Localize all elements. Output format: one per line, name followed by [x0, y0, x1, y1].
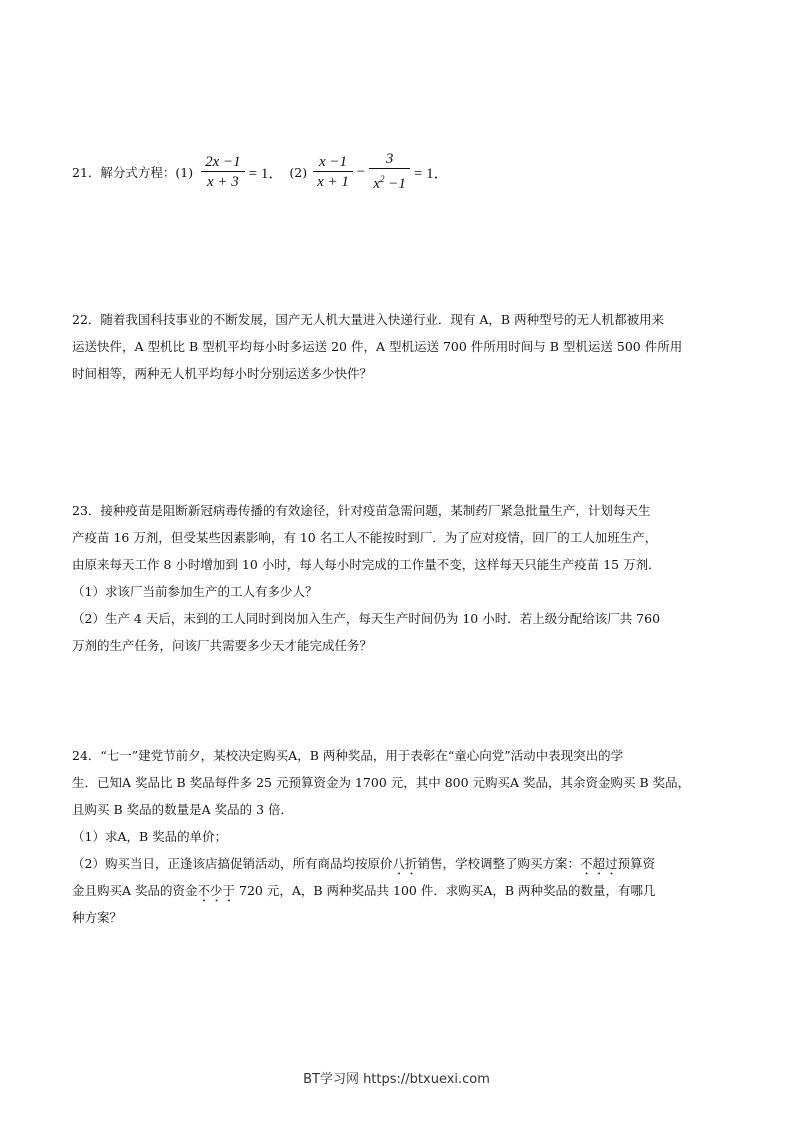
q23-line: 万剂的生产任务，问该厂共需要多少天才能完成任务？ [72, 638, 373, 653]
q24-line-5 [72, 850, 732, 877]
q21-eq2b-den-tail: −1 [384, 176, 406, 192]
q21-eq2b-den-exp: 2 [380, 174, 385, 184]
q22-line: 时间相等，两种无人机平均每小时分别运送多少快件？ [72, 366, 373, 381]
q24-line-4: （1）求A，B 奖品的单价； [72, 829, 228, 844]
q22-line: 22．随着我国科技事业的不断发展，国产无人机大量进入快递行业．现有 A，B 两种型号的无人机都被用来 [72, 312, 665, 327]
q21-eq1-denominator: x + 3 [207, 173, 239, 190]
question-21 [72, 150, 451, 194]
q23-line: 由原来每天工作 8 小时增加到 10 小时，每人每小时完成的工作量不变，这样每天只能生产疫苗 15 万剂． [72, 557, 661, 572]
q24-emphasis-not-exceed: 不超过 [580, 856, 618, 871]
question-22 [72, 306, 732, 387]
q23-line: （2）生产 4 天后，未到的工人同时到岗加入生产，每天生产时间仍为 10 小时．若上级分配给该厂共 760 [72, 611, 661, 626]
q21-eq2a-fraction [313, 153, 353, 192]
q22-line: 运送快件，A 型机比 B 型机平均每小时多运送 20 件，A 型机运送 700 件所用时间与 B 型机运送 500 件所用 [72, 339, 683, 354]
q24-line-6-b: 720 元，A，B 两种奖品共 100 件．求购买A，B 两种奖品的数量，有哪几 [235, 883, 656, 898]
q23-line: 23．接种疫苗是阻断新冠病毒传播的有效途径，针对疫苗急需问题，某制药厂紧急批量生产，计划每天生 [72, 503, 651, 518]
q24-line-1: 24．“七一”建党节前夕，某校决定购买A，B 两种奖品，用于表彰在“童心向党”活动中表现突出的学 [72, 748, 624, 763]
q24-line-5-c: 预算资 [617, 856, 656, 871]
q21-eq2b-denominator [369, 169, 410, 194]
q21-prefix: 21．解分式方程：(1) [72, 165, 194, 180]
footer-watermark: BT学习网 https://btxuexi.com [303, 1072, 490, 1087]
question-23 [72, 497, 732, 659]
q24-line-6-a: 金且购买A 奖品的资金 [72, 883, 198, 898]
q23-line: （1）求该厂当前参加生产的工人有多少人？ [72, 584, 318, 599]
q21-mid: (2) [289, 164, 308, 180]
q21-eq1-numerator: 2x −1 [201, 153, 245, 172]
q24-line-6 [72, 877, 732, 904]
q21-eq2-rhs: = 1． [413, 165, 449, 182]
q24-line-5-a: （2）购买当日，正逢该店搞促销活动，所有商品均按原价 [72, 856, 393, 871]
q21-eq2b-den-base: x [373, 176, 381, 192]
q21-minus: − [356, 163, 366, 180]
q24-emphasis-discount: 八折 [392, 856, 418, 871]
q21-eq1-rhs: = 1． [248, 165, 284, 182]
q21-eq1-fraction [201, 153, 245, 192]
q21-eq2b-numerator: 3 [369, 150, 410, 169]
q21-eq2a-numerator: x −1 [313, 153, 353, 172]
q24-emphasis-not-less: 不少于 [197, 883, 236, 898]
question-24 [72, 742, 732, 931]
q24-line-3: 且购买 B 奖品的数量是A 奖品的 3 倍． [72, 802, 294, 817]
q21-eq2b-fraction [369, 150, 410, 194]
q23-line: 产疫苗 16 万剂，但受某些因素影响，有 10 名工人不能按时到厂．为了应对疫情，回厂的工人加班生产， [72, 530, 658, 545]
q24-line-7: 种方案？ [72, 910, 123, 925]
q24-line-2: 生．已知A 奖品比 B 奖品每件多 25 元预算资金为 1700 元，其中 800 元购买A 奖品，其余资金购买 B 奖品， [72, 775, 691, 790]
q24-line-5-b: 销售，学校调整了购买方案： [417, 856, 580, 871]
q21-eq2a-denominator: x + 1 [317, 173, 349, 190]
